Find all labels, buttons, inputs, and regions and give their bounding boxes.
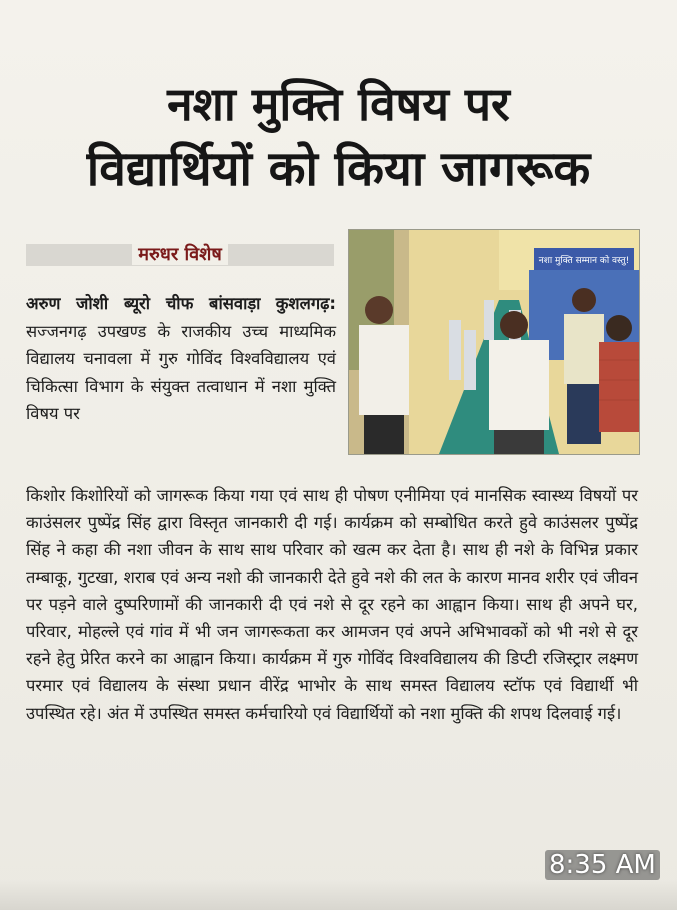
status-time: 8:35 AM — [545, 850, 660, 880]
photo-banner-text: नशा मुक्ति सम्मान को वस्तु! — [538, 256, 630, 266]
page-bottom-shadow — [0, 880, 677, 910]
article-body: किशोर किशोरियों को जागरूक किया गया एवं साथ ही पोषण एनीमिया एवं मानसिक स्वास्थ्य विषयों पर काउंसलर पुष्पेंद्र सिंह द्वारा विस्तृत जानकारी दी गई। कार्यक्रम को सम्बोधित करते हुवे काउंसलर पुष्पेंद्र सिंह ने कहा की नशा जीवन के साथ साथ परिवार को खत्म कर देता है। साथ ही नशे के विभिन्न प्रकार तम्बाकू, गुटखा, शराब एवं अन्य नशो की जानकारी देते हुवे नशे की लत के कारण मानव शरीर एवं जीवन पर पड़ने वाले दुष्परिणामों की जानकारी दी एवं नशे से दूर रहने का आह्वान किया। साथ ही अपने घर, परिवार, मोहल्ले एवं गांव में भी जन जागरूकता कर आमजन एवं अपने अभिभावकों को भी नशे से दूर रहने हेतु प्रेरित करने का आह्वान किया। कार्यक्रम में गुरु गोविंद विश्वविद्यालय की डिप्टी रजिस्ट्रार लक्ष्मण परमार एवं विद्यालय के संस्था प्रधान वीरेंद्र भाभोर के साथ समस्त विद्यालय स्टॉफ एवं विद्यार्थी भी उपस्थित रहे। अंत में उपस्थित समस्त कर्मचारियो एवं विद्यार्थियों को नशा मुक्ति की शपथ दिलवाई गई। — [26, 486, 638, 723]
byline: अरुण जोशी ब्यूरो चीफ बांसवाड़ा — [26, 294, 261, 313]
news-photo — [348, 229, 640, 455]
section-tag — [26, 244, 334, 266]
headline — [0, 72, 677, 202]
headline-line-1: नशा मुक्ति विषय पर — [167, 77, 510, 131]
headline-line-2: विद्यार्थियों को किया जागरूक — [86, 141, 591, 197]
section-tag-label: मरुधर विशेष — [132, 244, 228, 265]
dateline: कुशलगढ़: — [275, 294, 336, 313]
lead-text: सज्जनगढ़ उपखण्ड के राजकीय उच्च माध्यमिक विद्यालय चनावला में गुरु गोविंद विश्वविद्यालय एवं चिकित्सा विभाग के संयुक्त तत्वाधान में नशा मुक्ति विषय पर — [26, 321, 336, 423]
article-lead — [26, 290, 336, 428]
